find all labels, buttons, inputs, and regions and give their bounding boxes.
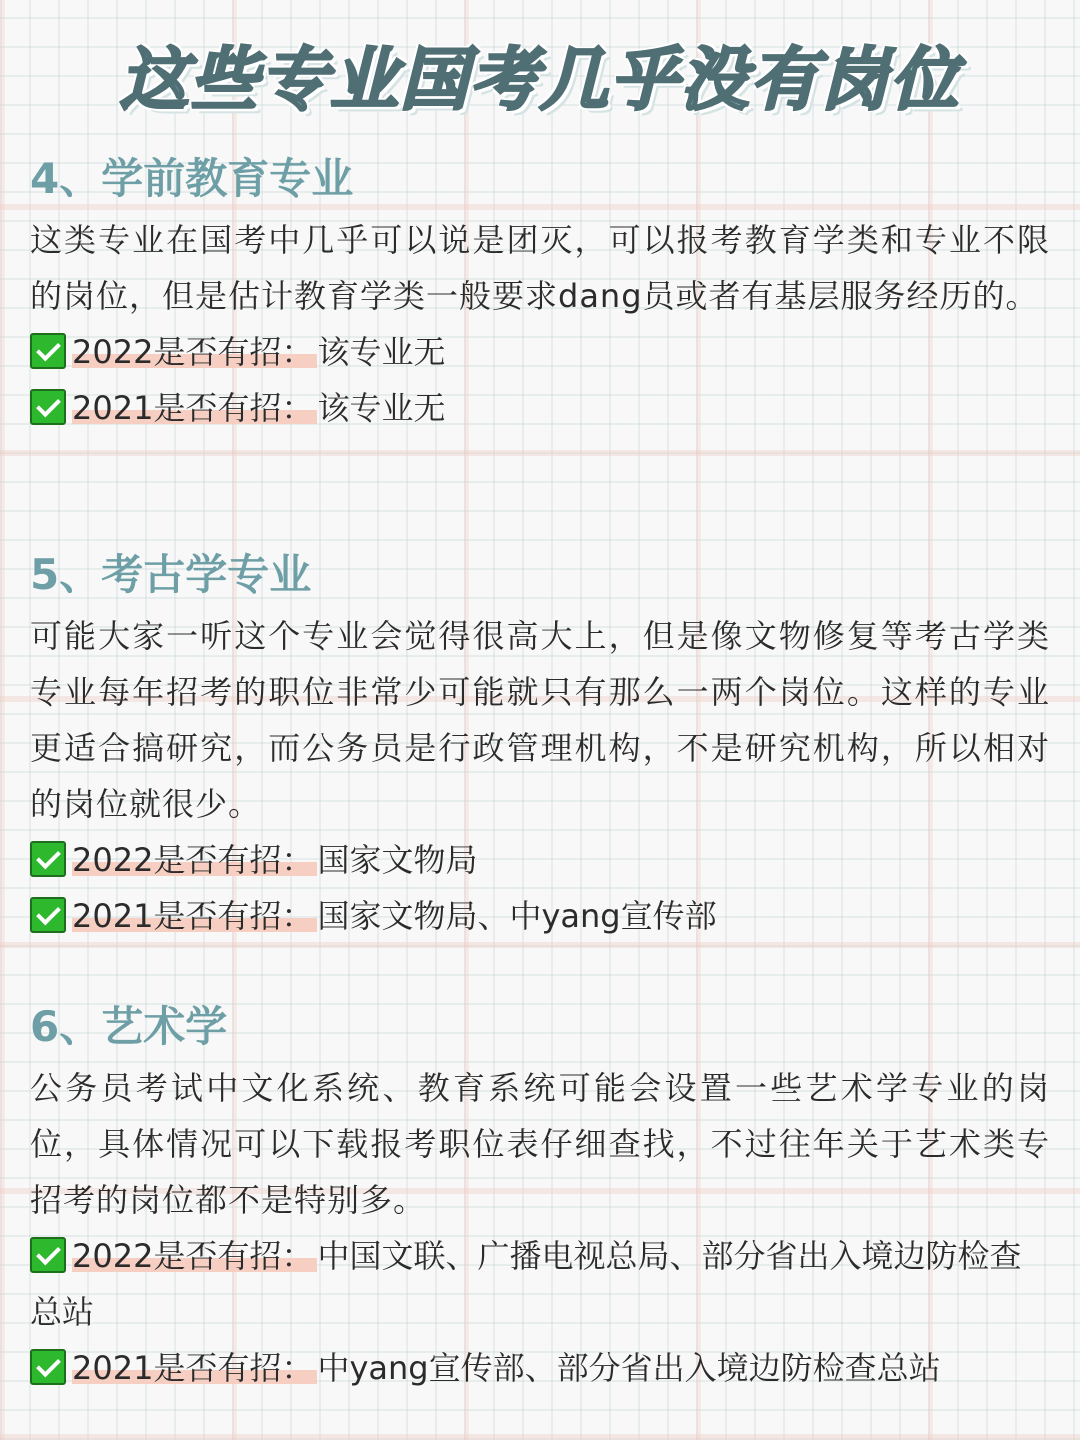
status-value: 中yang宣传部、部分省出入境边防检查总站: [317, 1349, 941, 1387]
status-label: 2021是否有招：: [72, 897, 317, 935]
section-body: 这类专业在国考中几乎可以说是团灭，可以报考教育学类和专业不限的岗位，但是估计教育学类一般要求dang员或者有基层服务经历的。: [30, 221, 1050, 315]
status-label: 2021是否有招：: [72, 389, 317, 427]
status-value: 国家文物局、中yang宣传部: [317, 897, 717, 935]
section-preschool-education: [30, 152, 1050, 436]
status-line-2021: [30, 380, 1050, 436]
check-mark-icon: [30, 333, 66, 369]
section-heading: 4、学前教育专业: [30, 154, 354, 203]
section-heading: 6、艺术学: [30, 1002, 228, 1051]
section-art: [30, 1000, 1050, 1396]
check-mark-icon: [30, 897, 66, 933]
check-mark-icon: [30, 1349, 66, 1385]
check-mark-icon: [30, 1237, 66, 1273]
status-value: 中国文联、广播电视总局、部分省出入境边防检查总站: [30, 1237, 1022, 1331]
status-line-2021: [30, 1340, 1050, 1396]
check-mark-icon: [30, 389, 66, 425]
status-line-2022: [30, 324, 1050, 380]
status-line-2022: [30, 832, 1050, 888]
section-body: 公务员考试中文化系统、教育系统可能会设置一些艺术学专业的岗位，具体情况可以下载报考职位表仔细查找，不过往年关于艺术类专招考的岗位都不是特别多。: [30, 1069, 1050, 1219]
status-line-2022: [30, 1228, 1050, 1340]
status-label: 2021是否有招：: [72, 1349, 317, 1387]
page-title: 这些专业国考几乎没有岗位: [119, 41, 960, 120]
section-body: 可能大家一听这个专业会觉得很高大上，但是像文物修复等考古学类专业每年招考的职位非常少可能就只有那么一两个岗位。这样的专业更适合搞研究，而公务员是行政管理机构，不是研究机构，所以相对的岗位就很少。: [30, 617, 1050, 823]
status-label: 2022是否有招：: [72, 333, 317, 371]
status-line-2021: [30, 888, 1050, 944]
status-value: 国家文物局: [317, 841, 478, 879]
status-label: 2022是否有招：: [72, 841, 317, 879]
status-value: 该专业无: [317, 333, 446, 371]
status-value: 该专业无: [317, 389, 446, 427]
check-mark-icon: [30, 841, 66, 877]
status-label: 2022是否有招：: [72, 1237, 317, 1275]
section-heading: 5、考古学专业: [30, 550, 312, 599]
section-archaeology: [30, 548, 1050, 944]
